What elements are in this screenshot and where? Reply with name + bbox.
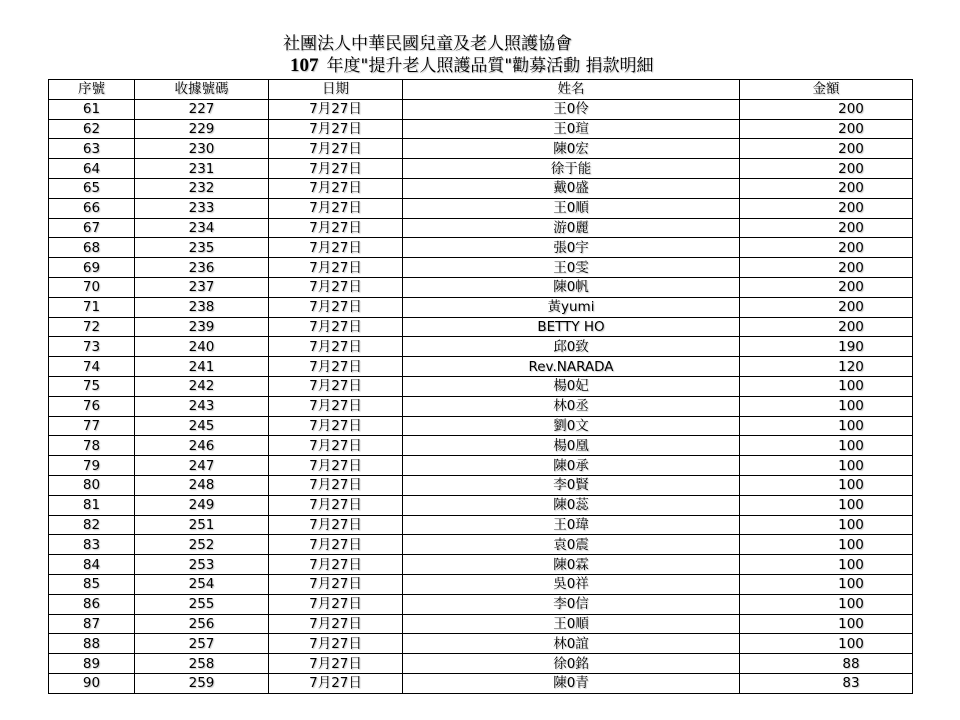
amount-cell	[740, 416, 913, 436]
table-row	[49, 594, 913, 614]
amount-cell	[740, 198, 913, 218]
name-cell: 徐于能	[403, 159, 740, 179]
table-row	[49, 297, 913, 317]
table-row	[49, 634, 913, 654]
receipt-cell: 249	[135, 495, 269, 515]
amount-cell	[740, 238, 913, 258]
date-cell: 7月27日	[269, 456, 403, 476]
amount-value: 100	[838, 477, 864, 494]
amount-value: 100	[838, 378, 864, 395]
serial-cell: 75	[49, 376, 135, 396]
receipt-cell: 238	[135, 297, 269, 317]
receipt-cell: 241	[135, 357, 269, 377]
column-header-name: 姓名	[403, 80, 740, 100]
name-cell: Rev.NARADA	[403, 357, 740, 377]
amount-value: 100	[838, 497, 864, 514]
name-cell: 陳0帆	[403, 277, 740, 297]
amount-cell	[740, 317, 913, 337]
amount-value: 100	[838, 615, 864, 632]
amount-value: 200	[838, 101, 864, 118]
amount-cell	[740, 218, 913, 238]
serial-cell: 87	[49, 614, 135, 634]
amount-cell	[740, 456, 913, 476]
column-header-serial: 序號	[49, 80, 135, 100]
amount-value: 100	[838, 576, 864, 593]
amount-value: 200	[838, 200, 864, 217]
table-row	[49, 357, 913, 377]
table-row	[49, 277, 913, 297]
receipt-cell: 254	[135, 574, 269, 594]
serial-cell: 74	[49, 357, 135, 377]
amount-cell	[740, 277, 913, 297]
receipt-cell: 251	[135, 515, 269, 535]
amount-value: 100	[838, 398, 864, 415]
serial-cell: 68	[49, 238, 135, 258]
date-cell: 7月27日	[269, 416, 403, 436]
column-header-date: 日期	[269, 80, 403, 100]
name-cell: 戴0盛	[403, 178, 740, 198]
receipt-cell: 227	[135, 99, 269, 119]
date-cell: 7月27日	[269, 139, 403, 159]
name-cell: 劉0文	[403, 416, 740, 436]
serial-cell: 63	[49, 139, 135, 159]
name-cell: 林0誼	[403, 634, 740, 654]
name-cell: 黃yumi	[403, 297, 740, 317]
receipt-cell: 235	[135, 238, 269, 258]
table-row	[49, 198, 913, 218]
table-row	[49, 614, 913, 634]
receipt-cell: 234	[135, 218, 269, 238]
amount-cell	[740, 139, 913, 159]
amount-cell	[740, 495, 913, 515]
name-cell: 王0瑋	[403, 515, 740, 535]
table-row	[49, 258, 913, 278]
name-cell: 李0賢	[403, 475, 740, 495]
amount-value: 100	[838, 556, 864, 573]
serial-cell: 61	[49, 99, 135, 119]
amount-cell	[740, 119, 913, 139]
date-cell: 7月27日	[269, 357, 403, 377]
serial-cell: 79	[49, 456, 135, 476]
date-cell: 7月27日	[269, 99, 403, 119]
serial-cell: 65	[49, 178, 135, 198]
amount-cell	[740, 357, 913, 377]
amount-cell	[740, 515, 913, 535]
serial-cell: 64	[49, 159, 135, 179]
table-row	[49, 396, 913, 416]
receipt-cell: 252	[135, 535, 269, 555]
name-cell: 袁0震	[403, 535, 740, 555]
organization-title: 社團法人中華民國兒童及老人照護協會	[283, 34, 572, 54]
serial-cell: 90	[49, 673, 135, 693]
amount-cell	[740, 376, 913, 396]
name-cell: 陳0蕊	[403, 495, 740, 515]
receipt-cell: 257	[135, 634, 269, 654]
date-cell: 7月27日	[269, 376, 403, 396]
receipt-cell: 229	[135, 119, 269, 139]
date-cell: 7月27日	[269, 396, 403, 416]
table-header-row	[49, 80, 913, 100]
receipt-cell: 242	[135, 376, 269, 396]
campaign-name: 年度"提升老人照護品質"勸募活動 捐款明細	[326, 56, 654, 76]
amount-value: 200	[838, 279, 864, 296]
date-cell: 7月27日	[269, 634, 403, 654]
date-cell: 7月27日	[269, 337, 403, 357]
amount-value: 100	[838, 596, 864, 613]
serial-cell: 80	[49, 475, 135, 495]
amount-value: 190	[838, 338, 864, 355]
amount-value: 100	[838, 516, 864, 533]
amount-cell	[740, 297, 913, 317]
date-cell: 7月27日	[269, 277, 403, 297]
receipt-cell: 246	[135, 436, 269, 456]
amount-cell	[740, 396, 913, 416]
receipt-cell: 239	[135, 317, 269, 337]
serial-cell: 85	[49, 574, 135, 594]
name-cell: 王0伶	[403, 99, 740, 119]
amount-value: 200	[838, 299, 864, 316]
campaign-title	[290, 55, 654, 77]
serial-cell: 77	[49, 416, 135, 436]
amount-value: 120	[838, 358, 864, 375]
amount-value: 200	[838, 120, 864, 137]
serial-cell: 84	[49, 555, 135, 575]
amount-cell	[740, 535, 913, 555]
name-cell: 王0雯	[403, 258, 740, 278]
date-cell: 7月27日	[269, 654, 403, 674]
receipt-cell: 247	[135, 456, 269, 476]
amount-value: 200	[838, 259, 864, 276]
serial-cell: 78	[49, 436, 135, 456]
date-cell: 7月27日	[269, 297, 403, 317]
serial-cell: 86	[49, 594, 135, 614]
receipt-cell: 256	[135, 614, 269, 634]
receipt-cell: 258	[135, 654, 269, 674]
campaign-year: 107	[290, 55, 319, 76]
name-cell: 王0瑄	[403, 119, 740, 139]
table-row	[49, 218, 913, 238]
amount-cell	[740, 634, 913, 654]
table-row	[49, 673, 913, 693]
amount-value: 100	[838, 417, 864, 434]
name-cell: 吳0祥	[403, 574, 740, 594]
table-row	[49, 574, 913, 594]
amount-value: 200	[838, 318, 864, 335]
date-cell: 7月27日	[269, 198, 403, 218]
date-cell: 7月27日	[269, 238, 403, 258]
name-cell: 王0順	[403, 198, 740, 218]
table-row	[49, 337, 913, 357]
serial-cell: 66	[49, 198, 135, 218]
amount-value: 100	[838, 536, 864, 553]
receipt-cell: 232	[135, 178, 269, 198]
date-cell: 7月27日	[269, 495, 403, 515]
amount-value: 100	[838, 635, 864, 652]
name-cell: 林0丞	[403, 396, 740, 416]
date-cell: 7月27日	[269, 218, 403, 238]
receipt-cell: 230	[135, 139, 269, 159]
amount-value: 200	[838, 140, 864, 157]
amount-value: 200	[838, 239, 864, 256]
serial-cell: 69	[49, 258, 135, 278]
serial-cell: 89	[49, 654, 135, 674]
amount-value: 83	[842, 675, 860, 692]
name-cell: 陳0宏	[403, 139, 740, 159]
table-row	[49, 119, 913, 139]
serial-cell: 83	[49, 535, 135, 555]
name-cell: 陳0霖	[403, 555, 740, 575]
date-cell: 7月27日	[269, 317, 403, 337]
amount-cell	[740, 475, 913, 495]
date-cell: 7月27日	[269, 475, 403, 495]
name-cell: BETTY HO	[403, 317, 740, 337]
table-body	[49, 99, 913, 693]
date-cell: 7月27日	[269, 673, 403, 693]
table-row	[49, 238, 913, 258]
date-cell: 7月27日	[269, 258, 403, 278]
table-row	[49, 178, 913, 198]
amount-cell	[740, 673, 913, 693]
amount-cell	[740, 555, 913, 575]
serial-cell: 70	[49, 277, 135, 297]
amount-cell	[740, 258, 913, 278]
column-header-receipt: 收據號碼	[135, 80, 269, 100]
receipt-cell: 243	[135, 396, 269, 416]
table-row	[49, 456, 913, 476]
receipt-cell: 240	[135, 337, 269, 357]
date-cell: 7月27日	[269, 178, 403, 198]
name-cell: 楊0妃	[403, 376, 740, 396]
amount-value: 100	[838, 437, 864, 454]
amount-value: 88	[842, 655, 860, 672]
name-cell: 邱0致	[403, 337, 740, 357]
name-cell: 陳0青	[403, 673, 740, 693]
table-row	[49, 475, 913, 495]
amount-value: 200	[838, 160, 864, 177]
serial-cell: 71	[49, 297, 135, 317]
amount-cell	[740, 159, 913, 179]
table-row	[49, 159, 913, 179]
amount-value: 100	[838, 457, 864, 474]
date-cell: 7月27日	[269, 594, 403, 614]
amount-cell	[740, 337, 913, 357]
table-row	[49, 654, 913, 674]
receipt-cell: 231	[135, 159, 269, 179]
date-cell: 7月27日	[269, 614, 403, 634]
amount-cell	[740, 614, 913, 634]
name-cell: 李0信	[403, 594, 740, 614]
table-row	[49, 99, 913, 119]
amount-cell	[740, 178, 913, 198]
amount-cell	[740, 654, 913, 674]
date-cell: 7月27日	[269, 119, 403, 139]
date-cell: 7月27日	[269, 574, 403, 594]
table-row	[49, 376, 913, 396]
receipt-cell: 259	[135, 673, 269, 693]
table-row	[49, 535, 913, 555]
serial-cell: 76	[49, 396, 135, 416]
serial-cell: 62	[49, 119, 135, 139]
date-cell: 7月27日	[269, 535, 403, 555]
table-row	[49, 436, 913, 456]
table-row	[49, 495, 913, 515]
amount-cell	[740, 436, 913, 456]
amount-cell	[740, 594, 913, 614]
name-cell: 楊0凰	[403, 436, 740, 456]
receipt-cell: 253	[135, 555, 269, 575]
name-cell: 陳0承	[403, 456, 740, 476]
name-cell: 王0順	[403, 614, 740, 634]
amount-cell	[740, 99, 913, 119]
receipt-cell: 255	[135, 594, 269, 614]
serial-cell: 67	[49, 218, 135, 238]
column-header-amount: 金額	[740, 80, 913, 100]
amount-value: 200	[838, 219, 864, 236]
serial-cell: 88	[49, 634, 135, 654]
table-row	[49, 416, 913, 436]
name-cell: 游0麗	[403, 218, 740, 238]
table-row	[49, 515, 913, 535]
amount-cell	[740, 574, 913, 594]
table-row	[49, 317, 913, 337]
date-cell: 7月27日	[269, 515, 403, 535]
table-row	[49, 139, 913, 159]
table-row	[49, 555, 913, 575]
amount-value: 200	[838, 180, 864, 197]
receipt-cell: 248	[135, 475, 269, 495]
date-cell: 7月27日	[269, 159, 403, 179]
serial-cell: 73	[49, 337, 135, 357]
name-cell: 徐0銘	[403, 654, 740, 674]
serial-cell: 81	[49, 495, 135, 515]
receipt-cell: 233	[135, 198, 269, 218]
date-cell: 7月27日	[269, 555, 403, 575]
receipt-cell: 245	[135, 416, 269, 436]
date-cell: 7月27日	[269, 436, 403, 456]
donation-table	[48, 79, 913, 694]
receipt-cell: 237	[135, 277, 269, 297]
serial-cell: 82	[49, 515, 135, 535]
name-cell: 張0宇	[403, 238, 740, 258]
serial-cell: 72	[49, 317, 135, 337]
receipt-cell: 236	[135, 258, 269, 278]
